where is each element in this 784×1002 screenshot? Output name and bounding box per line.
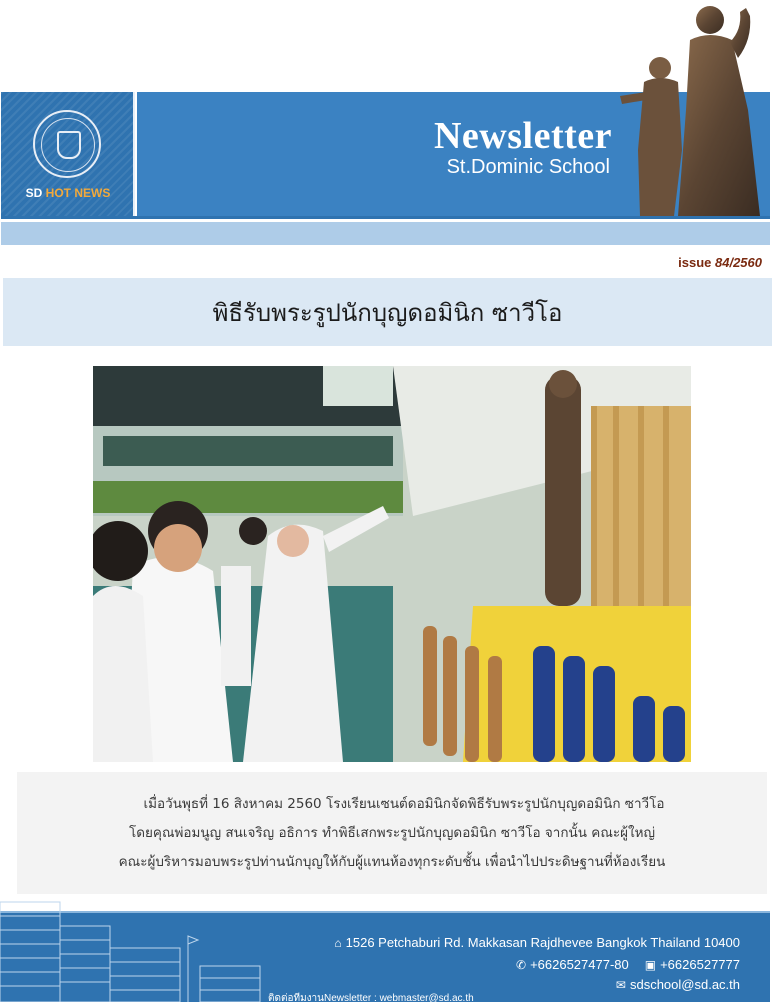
issue-number <box>678 255 762 270</box>
footer-address <box>334 935 740 950</box>
headline-box <box>3 278 772 346</box>
article-paragraph <box>17 790 767 877</box>
phone-icon: ✆ <box>516 957 527 972</box>
hot-news-label <box>1 186 135 200</box>
header-light-band <box>1 222 770 245</box>
statue-image <box>620 0 784 218</box>
hot-news-prefix: SD <box>25 186 43 200</box>
article-headline: พิธีรับพระรูปนักบุญดอมินิก ซาวีโอ <box>212 298 563 327</box>
newsletter-contact[interactable]: ติดต่อทีมงานNewsletter : webmaster@sd.ac.th <box>268 993 474 1002</box>
school-name: St.Dominic School <box>446 156 610 178</box>
newsletter-title: Newsletter <box>433 115 612 157</box>
hot-news-text: HOT NEWS <box>45 186 111 200</box>
fax-icon: ▣ <box>644 957 657 972</box>
article-body <box>17 772 767 894</box>
issue-label: issue <box>678 255 712 270</box>
issue-value: 84/2560 <box>715 255 762 270</box>
home-icon: ⌂ <box>334 935 342 950</box>
paragraph-line: เมื่อวันพุธที่ 16 สิงหาคม 2560 โรงเรียนเซนต์ดอมินิกจัดพิธีรับพระรูปนักบุญดอมินิก ซาวีโอ <box>143 796 665 812</box>
footer-phone-fax <box>516 957 740 972</box>
phone-text: +6626527477-80 <box>530 957 629 972</box>
fax-text: +6626527777 <box>660 957 740 972</box>
address-text: 1526 Petchaburi Rd. Makkasan Rajdhevee Bangkok Thailand 10400 <box>345 935 740 950</box>
email-text[interactable]: sdschool@sd.ac.th <box>629 977 740 992</box>
school-seal-logo <box>33 110 101 178</box>
school-buildings-illustration <box>0 896 270 1002</box>
footer-email[interactable] <box>616 977 740 992</box>
ceremony-photo <box>93 366 691 762</box>
paragraph-line: โดยคุณพ่อมนูญ สนเจริญ อธิการ ทำพิธีเสกพระรูปนักบุญดอมินิก ซาวีโอ จากนั้น คณะผู้ใหญ่ <box>129 825 655 841</box>
paragraph-line: คณะผู้บริหารมอบพระรูปท่านนักบุญให้กับผู้แทนห้องทุกระดับชั้น เพื่อนำไปประดิษฐานที่ห้องเรียน <box>118 854 666 870</box>
mail-icon: ✉ <box>615 977 626 992</box>
sd-hot-news-badge <box>1 92 135 216</box>
